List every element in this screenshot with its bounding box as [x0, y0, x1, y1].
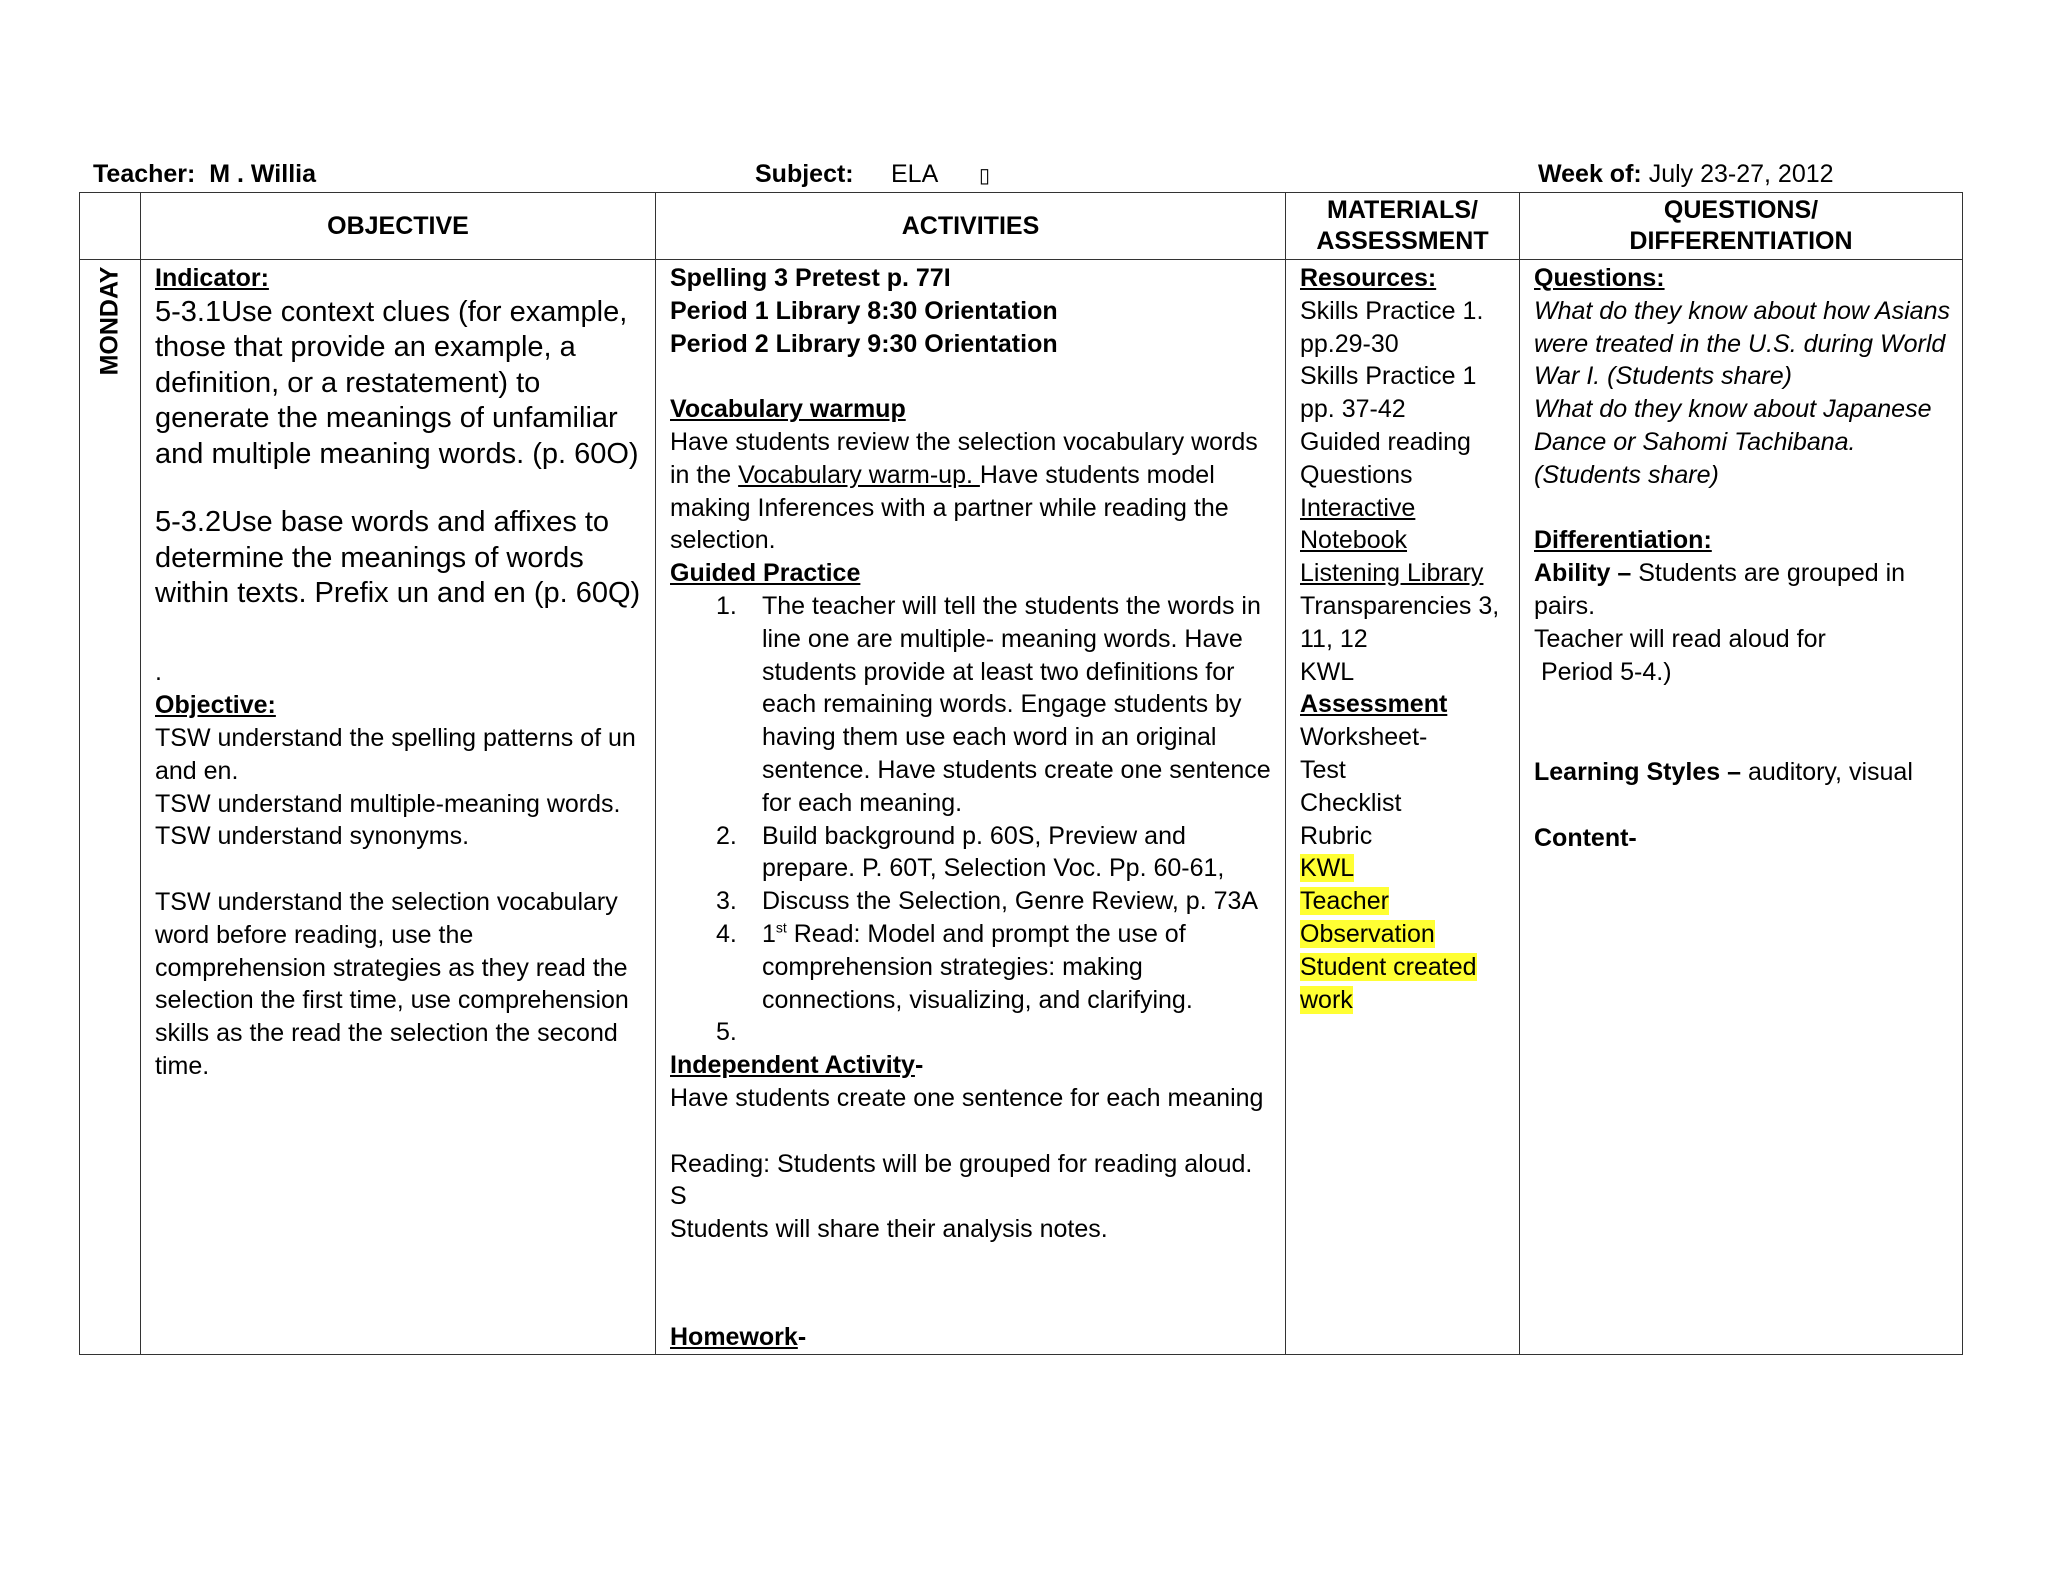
period-1-library: Period 1 Library 8:30 Orientation	[670, 296, 1058, 325]
assessment-item: Test	[1300, 755, 1346, 784]
lesson-plan-table	[79, 192, 1963, 1355]
indicator-1: 5-3.1Use context clues (for example, those that provide an example, a definition, or a restatement) to generate the meanings of unfamiliar and multiple meaning words. (p. 60O)	[155, 295, 639, 470]
header-row	[80, 193, 1963, 260]
activities-cell	[656, 260, 1286, 1355]
teacher-label: Teacher:	[93, 160, 196, 188]
list-item-text: Build background p. 60S, Preview and prepare. P. 60T, Selection Voc. Pp. 60-61,	[762, 821, 1225, 883]
learning-styles-line	[1534, 756, 1952, 789]
learning-styles-label: Learning Styles –	[1534, 757, 1742, 786]
independent-dash: -	[914, 1051, 924, 1080]
assessment-item: Worksheet-	[1300, 723, 1428, 752]
highlighted-assessment: Observation	[1300, 919, 1435, 948]
monday-row	[80, 260, 1963, 1355]
learning-styles-text: auditory, visual	[1741, 757, 1913, 786]
list-number: 1.	[716, 591, 737, 620]
list-item-text: Read: Model and prompt the use of comprehension strategies: making connections, visualizing, and clarifying.	[762, 919, 1193, 1014]
list-item	[670, 590, 1275, 820]
objective-1: TSW understand the spelling patterns of un and en.	[155, 723, 636, 785]
questions-header	[1520, 193, 1963, 260]
homework-heading-text: Homework	[670, 1322, 798, 1351]
subject-label: Subject:	[755, 160, 854, 188]
corner-cell	[80, 193, 141, 260]
indicator-heading: Indicator:	[155, 264, 269, 292]
list-item	[670, 820, 1275, 886]
materials-header-line-2: ASSESSMENT	[1316, 227, 1489, 255]
list-number: 5.	[716, 1018, 737, 1047]
resource-item: Guided reading Questions	[1300, 427, 1471, 489]
content-label: Content-	[1534, 823, 1637, 852]
objective-heading: Objective:	[155, 691, 276, 720]
resource-item: Skills Practice 1. pp.29-30	[1300, 296, 1484, 358]
week-field	[1538, 160, 1834, 189]
homework-dash: -	[797, 1322, 807, 1351]
period-2-library: Period 2 Library 9:30 Orientation	[670, 329, 1058, 358]
questions-header-line-1: QUESTIONS/	[1663, 196, 1819, 224]
independent-heading-text: Independent Activity	[670, 1051, 915, 1080]
highlighted-assessment: Student created	[1300, 952, 1477, 981]
resource-item: Skills Practice 1 pp. 37-42	[1300, 362, 1477, 424]
reading-text: Reading: Students will be grouped for reading aloud.	[670, 1149, 1253, 1178]
day-text: MONDAY	[95, 266, 124, 376]
resource-item: Interactive	[1300, 493, 1416, 522]
ability-line	[1534, 557, 1952, 623]
day-cell	[80, 260, 141, 1355]
vocab-text-2: Have students model making Inferences with a partner while reading the selection.	[670, 460, 1229, 555]
objective-3: TSW understand synonyms.	[155, 822, 470, 851]
header-line	[93, 160, 1963, 192]
resource-item: Notebook	[1300, 526, 1408, 555]
question-1: What do they know about how Asians were treated in the U.S. during World War I. (Students share)	[1534, 296, 1950, 391]
week-value: July 23-27, 2012	[1648, 160, 1834, 188]
assessment-item: Checklist	[1300, 788, 1402, 817]
materials-header-line-1: MATERIALS/	[1327, 196, 1478, 224]
questions-heading: Questions:	[1534, 264, 1665, 292]
question-2: What do they know about Japanese Dance or Sahomi Tachibana. (Students share)	[1534, 395, 1932, 489]
ordinal-suffix: st	[775, 919, 787, 936]
vocab-text-1: Have students review the selection vocabulary words in the	[670, 427, 1258, 489]
differentiation-heading: Differentiation:	[1534, 526, 1712, 555]
ability-text: Students are grouped in pairs.	[1534, 559, 1906, 620]
week-label: Week of:	[1538, 160, 1642, 188]
objective-4: TSW understand the selection vocabulary word before reading, use the comprehension strategies as they read the selection the first time, use comprehension skills as the read the selection the second time.	[155, 887, 629, 1080]
materials-cell	[1286, 260, 1520, 1355]
read-aloud-line-1: Teacher will read aloud for	[1534, 624, 1826, 653]
list-item	[670, 1016, 1275, 1049]
ability-dash: –	[1610, 559, 1632, 588]
list-item-ordinal: 1	[762, 919, 776, 948]
materials-header	[1286, 193, 1520, 260]
list-number: 2.	[716, 821, 737, 850]
questions-cell	[1520, 260, 1963, 1355]
stray-dot: .	[155, 658, 162, 687]
independent-heading	[670, 1049, 1275, 1082]
resource-item: Listening Library	[1300, 559, 1484, 588]
guided-heading: Guided Practice	[670, 559, 861, 588]
indicator-2: 5-3.2Use base words and affixes to determine the meanings of words within texts. Prefix un and en (p. 60Q)	[155, 506, 641, 610]
stray-s: S	[670, 1182, 687, 1211]
vocab-heading: Vocabulary warmup	[670, 395, 906, 424]
list-number: 4.	[716, 919, 737, 948]
day-label	[87, 266, 133, 376]
objective-cell	[141, 260, 656, 1355]
subject-value: ELA	[891, 160, 939, 188]
highlighted-assessment: Teacher	[1300, 887, 1389, 916]
spelling-pretest: Spelling 3 Pretest p. 77I	[670, 264, 951, 292]
resource-item: Transparencies 3, 11, 12	[1300, 591, 1500, 653]
ability-label: Ability	[1534, 559, 1611, 588]
questions-header-line-2: DIFFERENTIATION	[1629, 227, 1853, 255]
list-item	[670, 885, 1275, 918]
assessment-item: Rubric	[1300, 821, 1373, 850]
teacher-field	[93, 160, 316, 189]
vocab-text	[670, 426, 1275, 557]
highlighted-assessment: work	[1300, 985, 1353, 1014]
guided-list	[670, 590, 1275, 1049]
teacher-name: M . Willia	[209, 160, 316, 188]
resource-item: KWL	[1300, 657, 1355, 686]
resources-heading: Resources:	[1300, 264, 1437, 292]
assessment-heading: Assessment	[1300, 690, 1448, 719]
vocab-warmup-ref: Vocabulary warm-up.	[738, 460, 980, 489]
placeholder-glyph-icon: ▯	[979, 165, 991, 187]
objective-header: OBJECTIVE	[141, 193, 656, 260]
read-aloud-line-2: Period 5-4.)	[1534, 657, 1672, 686]
list-item-text: Discuss the Selection, Genre Review, p. 73A	[762, 887, 1259, 916]
subject-field	[755, 160, 854, 189]
list-item	[670, 918, 1275, 1016]
highlighted-assessment: KWL	[1300, 854, 1355, 883]
independent-text: Have students create one sentence for each meaning	[670, 1083, 1264, 1112]
objective-2: TSW understand multiple-meaning words.	[155, 789, 621, 818]
activities-header: ACTIVITIES	[656, 193, 1286, 260]
list-item-text: The teacher will tell the students the words in line one are multiple- meaning words. Have students provide at least two definitions for each remaining words. Engage students by having them use each word in an original sentence. Have students create one sentence for each meaning.	[762, 591, 1271, 817]
share-text: Students will share their analysis notes.	[670, 1215, 1108, 1244]
homework-heading	[670, 1321, 1275, 1354]
list-number: 3.	[716, 887, 737, 916]
